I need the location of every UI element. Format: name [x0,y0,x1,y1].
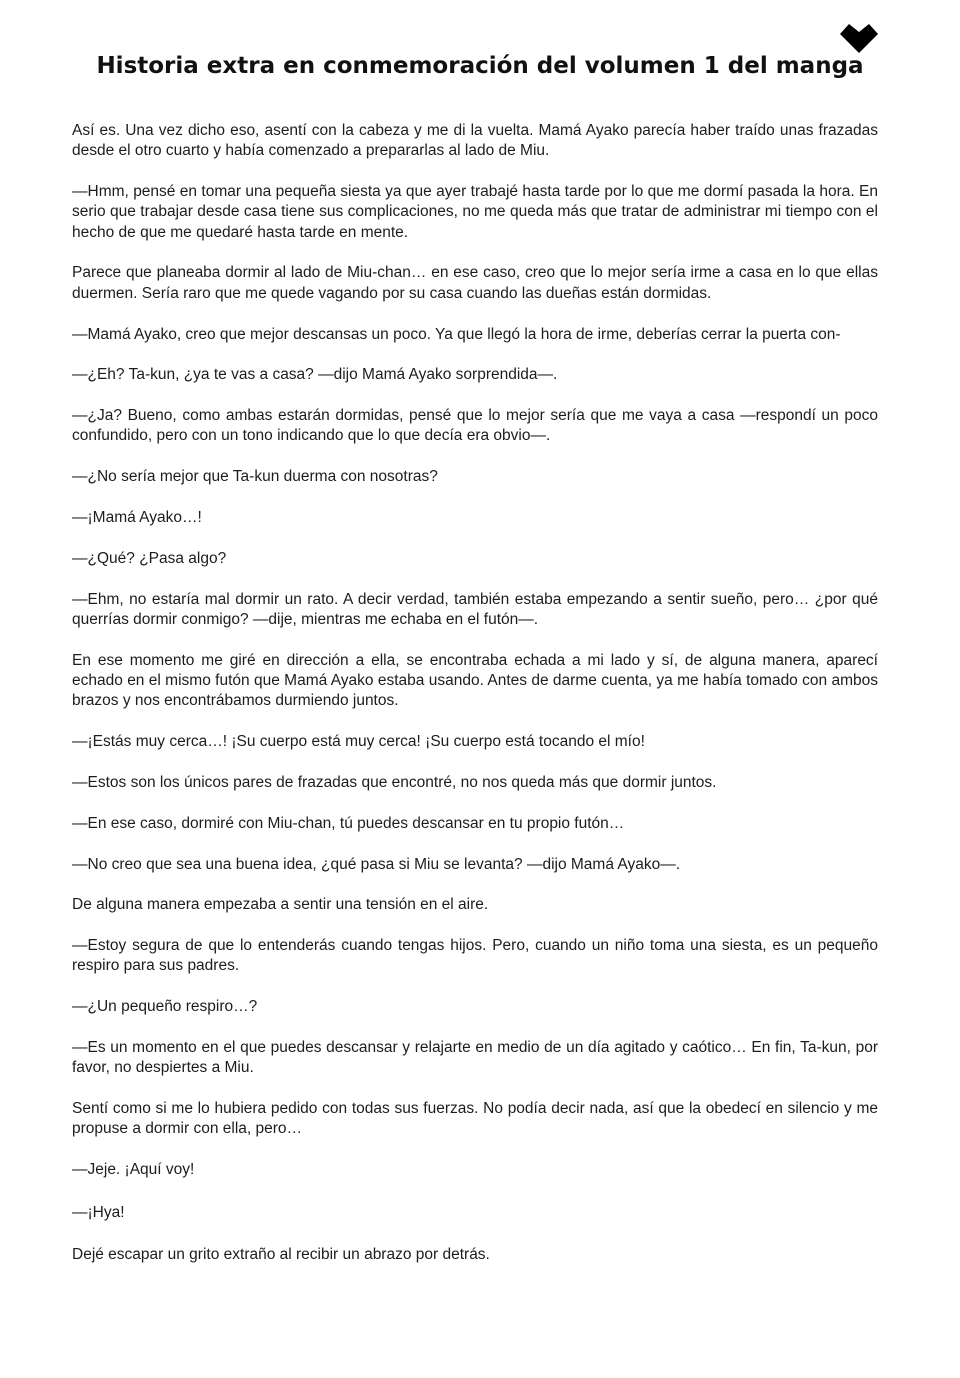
paragraph: —¿No sería mejor que Ta-kun duerma con nosotras? [72,468,438,486]
heart-logo-icon [838,20,880,54]
paragraph: —Hmm, pensé en tomar una pequeña siesta ya que ayer trabajé hasta tarde por lo que me dormí pasada la hora. En serio que trabajar desde casa tiene sus complicaciones, no me queda más que tratar de administrar mi tiempo con el hecho de que me quedaré hasta tarde en mente. [72,183,878,241]
paragraph: Sentí como si me lo hubiera pedido con todas sus fuerzas. No podía decir nada, así que la obedecí en silencio y me propuse a dormir con ella, pero… [72,1100,878,1138]
paragraph: —Ehm, no estaría mal dormir un rato. A decir verdad, también estaba empezando a sentir sueño, pero… ¿por qué querrías dormir conmigo? —dije, mientras me echaba en el futón—. [72,590,878,628]
paragraph: De alguna manera empezaba a sentir una tensión en el aire. [72,896,489,914]
paragraph: —Estoy segura de que lo entenderás cuando tengas hijos. Pero, cuando un niño toma una siesta, es un pequeño respiro para sus padres. [72,937,878,975]
paragraph: En ese momento me giré en dirección a ella, se encontraba echada a mi lado y sí, de alguna manera, aparecí echado en el mismo futón que Mamá Ayako estaba usando. Antes de darme cuenta, ya me había tomado con ambos brazos y nos encontrábamos durmiendo juntos. [72,651,878,710]
paragraph: Así es. Una vez dicho eso, asentí con la cabeza y me di la vuelta. Mamá Ayako parecía haber traído unas frazadas desde el otro cuarto y había comenzado a prepararlas al lado de Miu. [72,122,878,160]
paragraph: —¿Qué? ¿Pasa algo? [72,549,227,567]
paragraph: —¡Mamá Ayako…! [72,509,202,527]
paragraph: Parece que planeaba dormir al lado de Miu-chan… en ese caso, creo que lo mejor sería irme a casa en lo que ellas duermen. Sería raro que me quede vagando por su casa cuando las dueñas están dormidas. [72,264,878,302]
paragraph: —Jeje. ¡Aquí voy! [72,1161,195,1179]
paragraph: —En ese caso, dormiré con Miu-chan, tú puedes descansar en tu propio futón… [72,814,625,832]
paragraph: —¿Eh? Ta-kun, ¿ya te vas a casa? —dijo Mamá Ayako sorprendida—. [72,366,558,384]
paragraph: —Es un momento en el que puedes descansar y relajarte en medio de un día agitado y caótico… En fin, Ta-kun, por favor, no despiertes a Miu. [72,1039,878,1077]
paragraph: —Estos son los únicos pares de frazadas que encontré, no nos queda más que dormir juntos. [72,773,717,791]
paragraph: —¿Un pequeño respiro…? [72,998,258,1016]
paragraph: Dejé escapar un grito extraño al recibir un abrazo por detrás. [72,1245,490,1263]
paragraph: —¡Hya! [72,1203,125,1221]
paragraph: —¿Ja? Bueno, como ambas estarán dormidas, pensé que lo mejor sería que me vaya a casa —respondí un poco confundido, pero con un tono indicando que lo que decía era obvio—. [72,407,878,445]
page-title: Historia extra en conmemoración del volumen 1 del manga [96,53,864,79]
heart-icon [840,24,878,53]
paragraph: —No creo que sea una buena idea, ¿qué pasa si Miu se levanta? —dijo Mamá Ayako—. [72,855,681,873]
paragraph: —¡Estás muy cerca…! ¡Su cuerpo está muy cerca! ¡Su cuerpo está tocando el mío! [72,733,645,751]
paragraph: —Mamá Ayako, creo que mejor descansas un poco. Ya que llegó la hora de irme, deberías cerrar la puerta con- [72,325,841,343]
story-text [72,121,878,1287]
